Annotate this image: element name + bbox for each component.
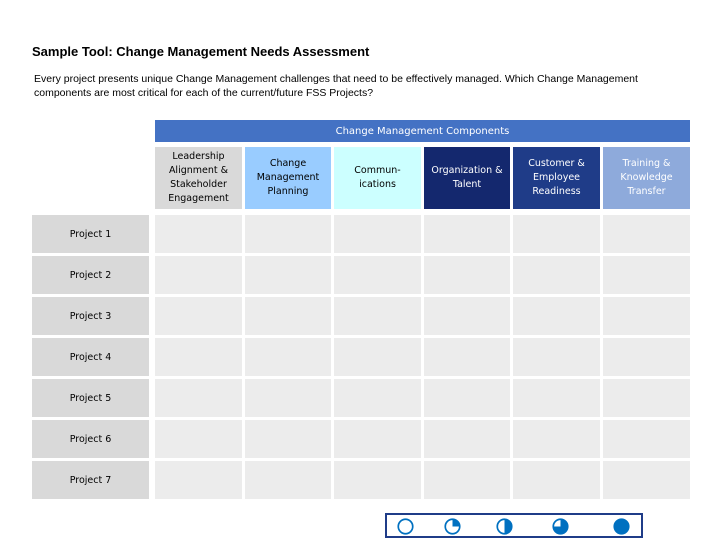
rating-cell[interactable] — [603, 256, 690, 294]
rating-cell[interactable] — [424, 420, 510, 458]
row-label-project-6: Project 6 — [32, 420, 149, 458]
row-label-project-5: Project 5 — [32, 379, 149, 417]
rating-cell[interactable] — [155, 379, 242, 417]
rating-cell[interactable] — [603, 420, 690, 458]
empty-circle-icon — [397, 518, 414, 535]
rating-cell[interactable] — [603, 338, 690, 376]
column-header-2: Change Management Planning — [245, 147, 331, 209]
row-label-project-3: Project 3 — [32, 297, 149, 335]
rating-cell[interactable] — [334, 297, 421, 335]
rating-cell[interactable] — [424, 256, 510, 294]
rating-cell[interactable] — [424, 461, 510, 499]
row-label-project-7: Project 7 — [32, 461, 149, 499]
rating-cell[interactable] — [603, 379, 690, 417]
rating-cell[interactable] — [334, 338, 421, 376]
rating-cell[interactable] — [513, 297, 600, 335]
page-subtitle: Every project presents unique Change Management challenges that need to be effectively managed. Which Change Management components are most critical for each of the current/future FSS Projects? — [34, 73, 638, 99]
rating-cell[interactable] — [155, 461, 242, 499]
rating-cell[interactable] — [334, 420, 421, 458]
rating-cell[interactable] — [513, 338, 600, 376]
rating-cell[interactable] — [245, 256, 331, 294]
rating-cell[interactable] — [513, 379, 600, 417]
row-label-project-4: Project 4 — [32, 338, 149, 376]
half-circle-icon — [496, 518, 513, 535]
rating-cell[interactable] — [334, 461, 421, 499]
rating-cell[interactable] — [334, 379, 421, 417]
rating-cell[interactable] — [424, 215, 510, 253]
row-label-project-1: Project 1 — [32, 215, 149, 253]
rating-cell[interactable] — [603, 461, 690, 499]
row-label-project-2: Project 2 — [32, 256, 149, 294]
rating-cell[interactable] — [513, 420, 600, 458]
column-header-1: Leadership Alignment & Stakeholder Engagement — [155, 147, 242, 209]
rating-cell[interactable] — [513, 461, 600, 499]
rating-cell[interactable] — [334, 215, 421, 253]
rating-cell[interactable] — [155, 420, 242, 458]
page-title: Sample Tool: Change Management Needs Assessment — [32, 44, 370, 59]
rating-cell[interactable] — [245, 338, 331, 376]
rating-cell[interactable] — [513, 215, 600, 253]
rating-cell[interactable] — [424, 297, 510, 335]
column-header-6: Training & Knowledge Transfer — [603, 147, 690, 209]
rating-cell[interactable] — [245, 215, 331, 253]
column-header-5: Customer & Employee Readiness — [513, 147, 600, 209]
rating-cell[interactable] — [245, 297, 331, 335]
components-banner: Change Management Components — [155, 120, 690, 142]
three-quarter-circle-icon — [552, 518, 569, 535]
rating-cell[interactable] — [155, 215, 242, 253]
harvey-ball-legend — [385, 513, 643, 538]
column-header-3: Commun- ications — [334, 147, 421, 209]
rating-cell[interactable] — [155, 338, 242, 376]
rating-cell[interactable] — [603, 297, 690, 335]
rating-cell[interactable] — [245, 461, 331, 499]
full-circle-icon — [613, 518, 630, 535]
rating-cell[interactable] — [424, 379, 510, 417]
rating-cell[interactable] — [513, 256, 600, 294]
rating-cell[interactable] — [245, 420, 331, 458]
column-header-4: Organization & Talent — [424, 147, 510, 209]
rating-cell[interactable] — [155, 297, 242, 335]
quarter-circle-icon — [444, 518, 461, 535]
rating-cell[interactable] — [155, 256, 242, 294]
rating-cell[interactable] — [424, 338, 510, 376]
rating-cell[interactable] — [603, 215, 690, 253]
rating-cell[interactable] — [245, 379, 331, 417]
rating-cell[interactable] — [334, 256, 421, 294]
